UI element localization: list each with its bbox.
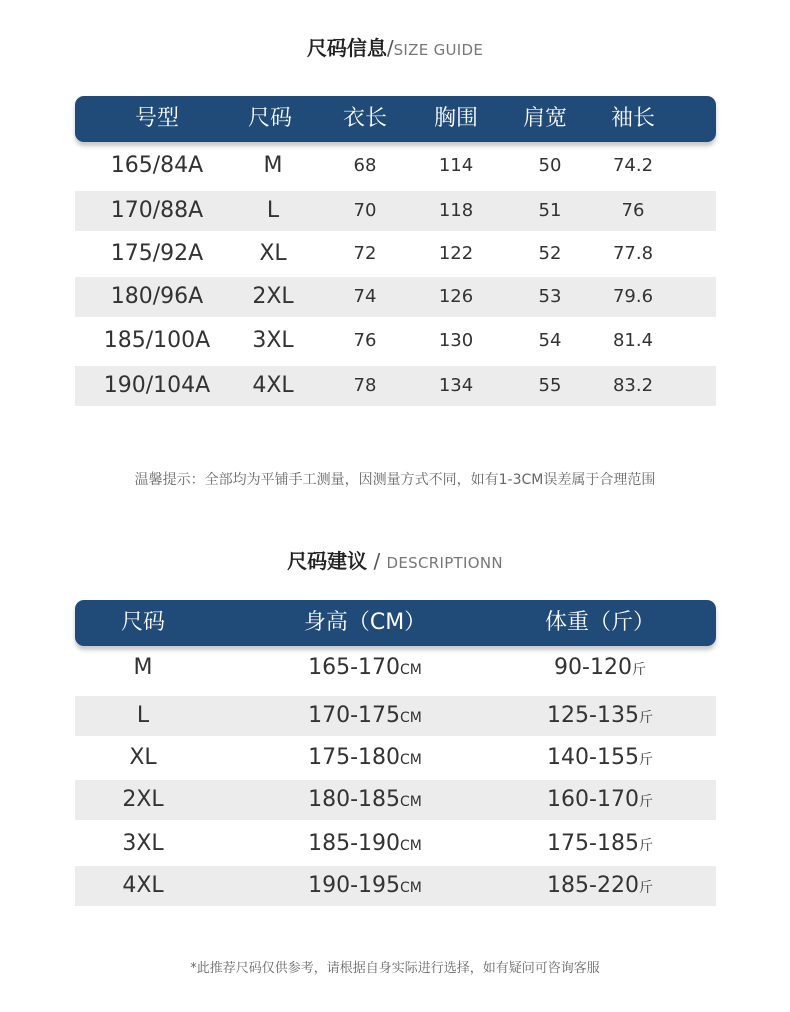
size-guide-header <box>75 96 716 142</box>
cell-shoulder: 54 <box>538 330 562 351</box>
table-row <box>75 738 716 778</box>
cell-chest: 134 <box>438 375 474 396</box>
table-row <box>75 366 716 406</box>
measurement-note: 温馨提示：全部均为平铺手工测量，因测量方式不同，如有1-3CM误差属于合理范围 <box>134 472 656 488</box>
cell-length: 74 <box>353 286 377 307</box>
cell-size: 3XL <box>122 831 164 856</box>
header-size: 尺码 <box>120 610 165 635</box>
height-unit: CM <box>400 838 422 854</box>
header-shoulder: 肩宽 <box>522 106 567 131</box>
weight-unit: 斤 <box>638 710 653 726</box>
cell-sleeve: 81.4 <box>612 330 654 351</box>
table-row <box>75 780 716 820</box>
table-row <box>75 234 716 274</box>
cell-size: 2XL <box>122 787 164 812</box>
weight-range: 175-185 <box>547 831 639 856</box>
size-guide-title-en: SIZE GUIDE <box>393 41 484 59</box>
cell-shoulder: 51 <box>538 200 562 221</box>
height-unit: CM <box>400 662 422 678</box>
cell-weight <box>515 824 685 864</box>
height-range: 165-170 <box>308 655 401 680</box>
cell-size: 4XL <box>122 873 164 898</box>
cell-size: XL <box>129 745 157 770</box>
cell-size: M <box>133 655 153 680</box>
header-height: 身高（CM） <box>303 610 427 635</box>
table-row <box>75 191 716 231</box>
height-range: 180-185 <box>308 787 401 812</box>
table-row <box>75 824 716 864</box>
cell-length: 68 <box>353 155 377 176</box>
cell-size: M <box>263 153 283 178</box>
height-range: 170-175 <box>308 703 401 728</box>
cell-height <box>275 866 455 906</box>
cell-chest: 130 <box>438 330 474 351</box>
height-unit: CM <box>400 710 422 726</box>
cell-chest: 122 <box>438 243 474 264</box>
cell-height <box>275 824 455 864</box>
cell-length: 76 <box>353 330 377 351</box>
height-range: 190-195 <box>308 873 401 898</box>
cell-shoulder: 55 <box>538 375 562 396</box>
weight-unit: 斤 <box>638 880 653 896</box>
recommendation-note: *此推荐尺码仅供参考，请根据自身实际进行选择，如有疑问可咨询客服 <box>190 961 600 976</box>
cell-sleeve: 83.2 <box>612 375 654 396</box>
table-row <box>75 321 716 361</box>
cell-weight <box>515 696 685 736</box>
size-advice-header <box>75 600 716 646</box>
cell-size: 4XL <box>252 373 294 398</box>
cell-chest: 118 <box>438 200 474 221</box>
weight-range: 140-155 <box>547 745 639 770</box>
weight-range: 160-170 <box>547 787 639 812</box>
weight-range: 125-135 <box>547 703 639 728</box>
cell-shoulder: 52 <box>538 243 562 264</box>
table-row <box>75 648 716 688</box>
cell-height <box>275 648 455 688</box>
cell-length: 72 <box>353 243 377 264</box>
cell-size: 3XL <box>252 328 294 353</box>
cell-size-code: 165/84A <box>110 153 204 178</box>
cell-sleeve: 76 <box>621 200 645 221</box>
size-advice-title-cn: 尺码建议 <box>287 549 368 573</box>
cell-weight <box>515 738 685 778</box>
cell-height <box>275 738 455 778</box>
height-range: 175-180 <box>308 745 401 770</box>
cell-chest: 114 <box>438 155 474 176</box>
size-advice-title-en: DESCRIPTIONN <box>386 554 503 572</box>
cell-shoulder: 53 <box>538 286 562 307</box>
size-advice-title <box>0 545 790 574</box>
cell-weight <box>515 866 685 906</box>
weight-unit: 斤 <box>638 794 653 810</box>
cell-size: L <box>266 198 280 223</box>
cell-size-code: 170/88A <box>110 198 204 223</box>
weight-unit: 斤 <box>638 838 653 854</box>
cell-size-code: 175/92A <box>110 241 204 266</box>
cell-height <box>275 696 455 736</box>
height-unit: CM <box>400 752 422 768</box>
height-unit: CM <box>400 880 422 896</box>
weight-unit: 斤 <box>631 662 646 678</box>
header-size: 尺码 <box>247 106 292 131</box>
cell-sleeve: 77.8 <box>612 243 654 264</box>
cell-length: 70 <box>353 200 377 221</box>
cell-size: 2XL <box>252 284 294 309</box>
height-range: 185-190 <box>308 831 401 856</box>
cell-chest: 126 <box>438 286 474 307</box>
header-sleeve: 袖长 <box>610 106 655 131</box>
weight-unit: 斤 <box>638 752 653 768</box>
cell-size-code: 185/100A <box>103 328 211 353</box>
size-guide-title <box>0 32 790 61</box>
cell-size-code: 190/104A <box>103 373 211 398</box>
size-guide-title-separator: / <box>386 36 394 60</box>
weight-range: 90-120 <box>554 655 632 680</box>
weight-range: 185-220 <box>547 873 639 898</box>
table-row <box>75 277 716 317</box>
cell-weight <box>515 648 685 688</box>
height-unit: CM <box>400 794 422 810</box>
cell-size-code: 180/96A <box>110 284 204 309</box>
header-length: 衣长 <box>342 106 387 131</box>
cell-weight <box>515 780 685 820</box>
header-size-code: 号型 <box>134 106 179 131</box>
size-advice-title-separator: / <box>367 549 387 573</box>
cell-sleeve: 79.6 <box>612 286 654 307</box>
header-weight: 体重（斤） <box>544 610 655 635</box>
cell-shoulder: 50 <box>538 155 562 176</box>
cell-sleeve: 74.2 <box>612 155 654 176</box>
header-chest: 胸围 <box>433 106 478 131</box>
cell-length: 78 <box>353 375 377 396</box>
size-guide-title-cn: 尺码信息 <box>306 36 387 60</box>
table-row <box>75 146 716 186</box>
table-row <box>75 866 716 906</box>
cell-height <box>275 780 455 820</box>
cell-size: XL <box>259 241 287 266</box>
cell-size: L <box>136 703 150 728</box>
table-row <box>75 696 716 736</box>
